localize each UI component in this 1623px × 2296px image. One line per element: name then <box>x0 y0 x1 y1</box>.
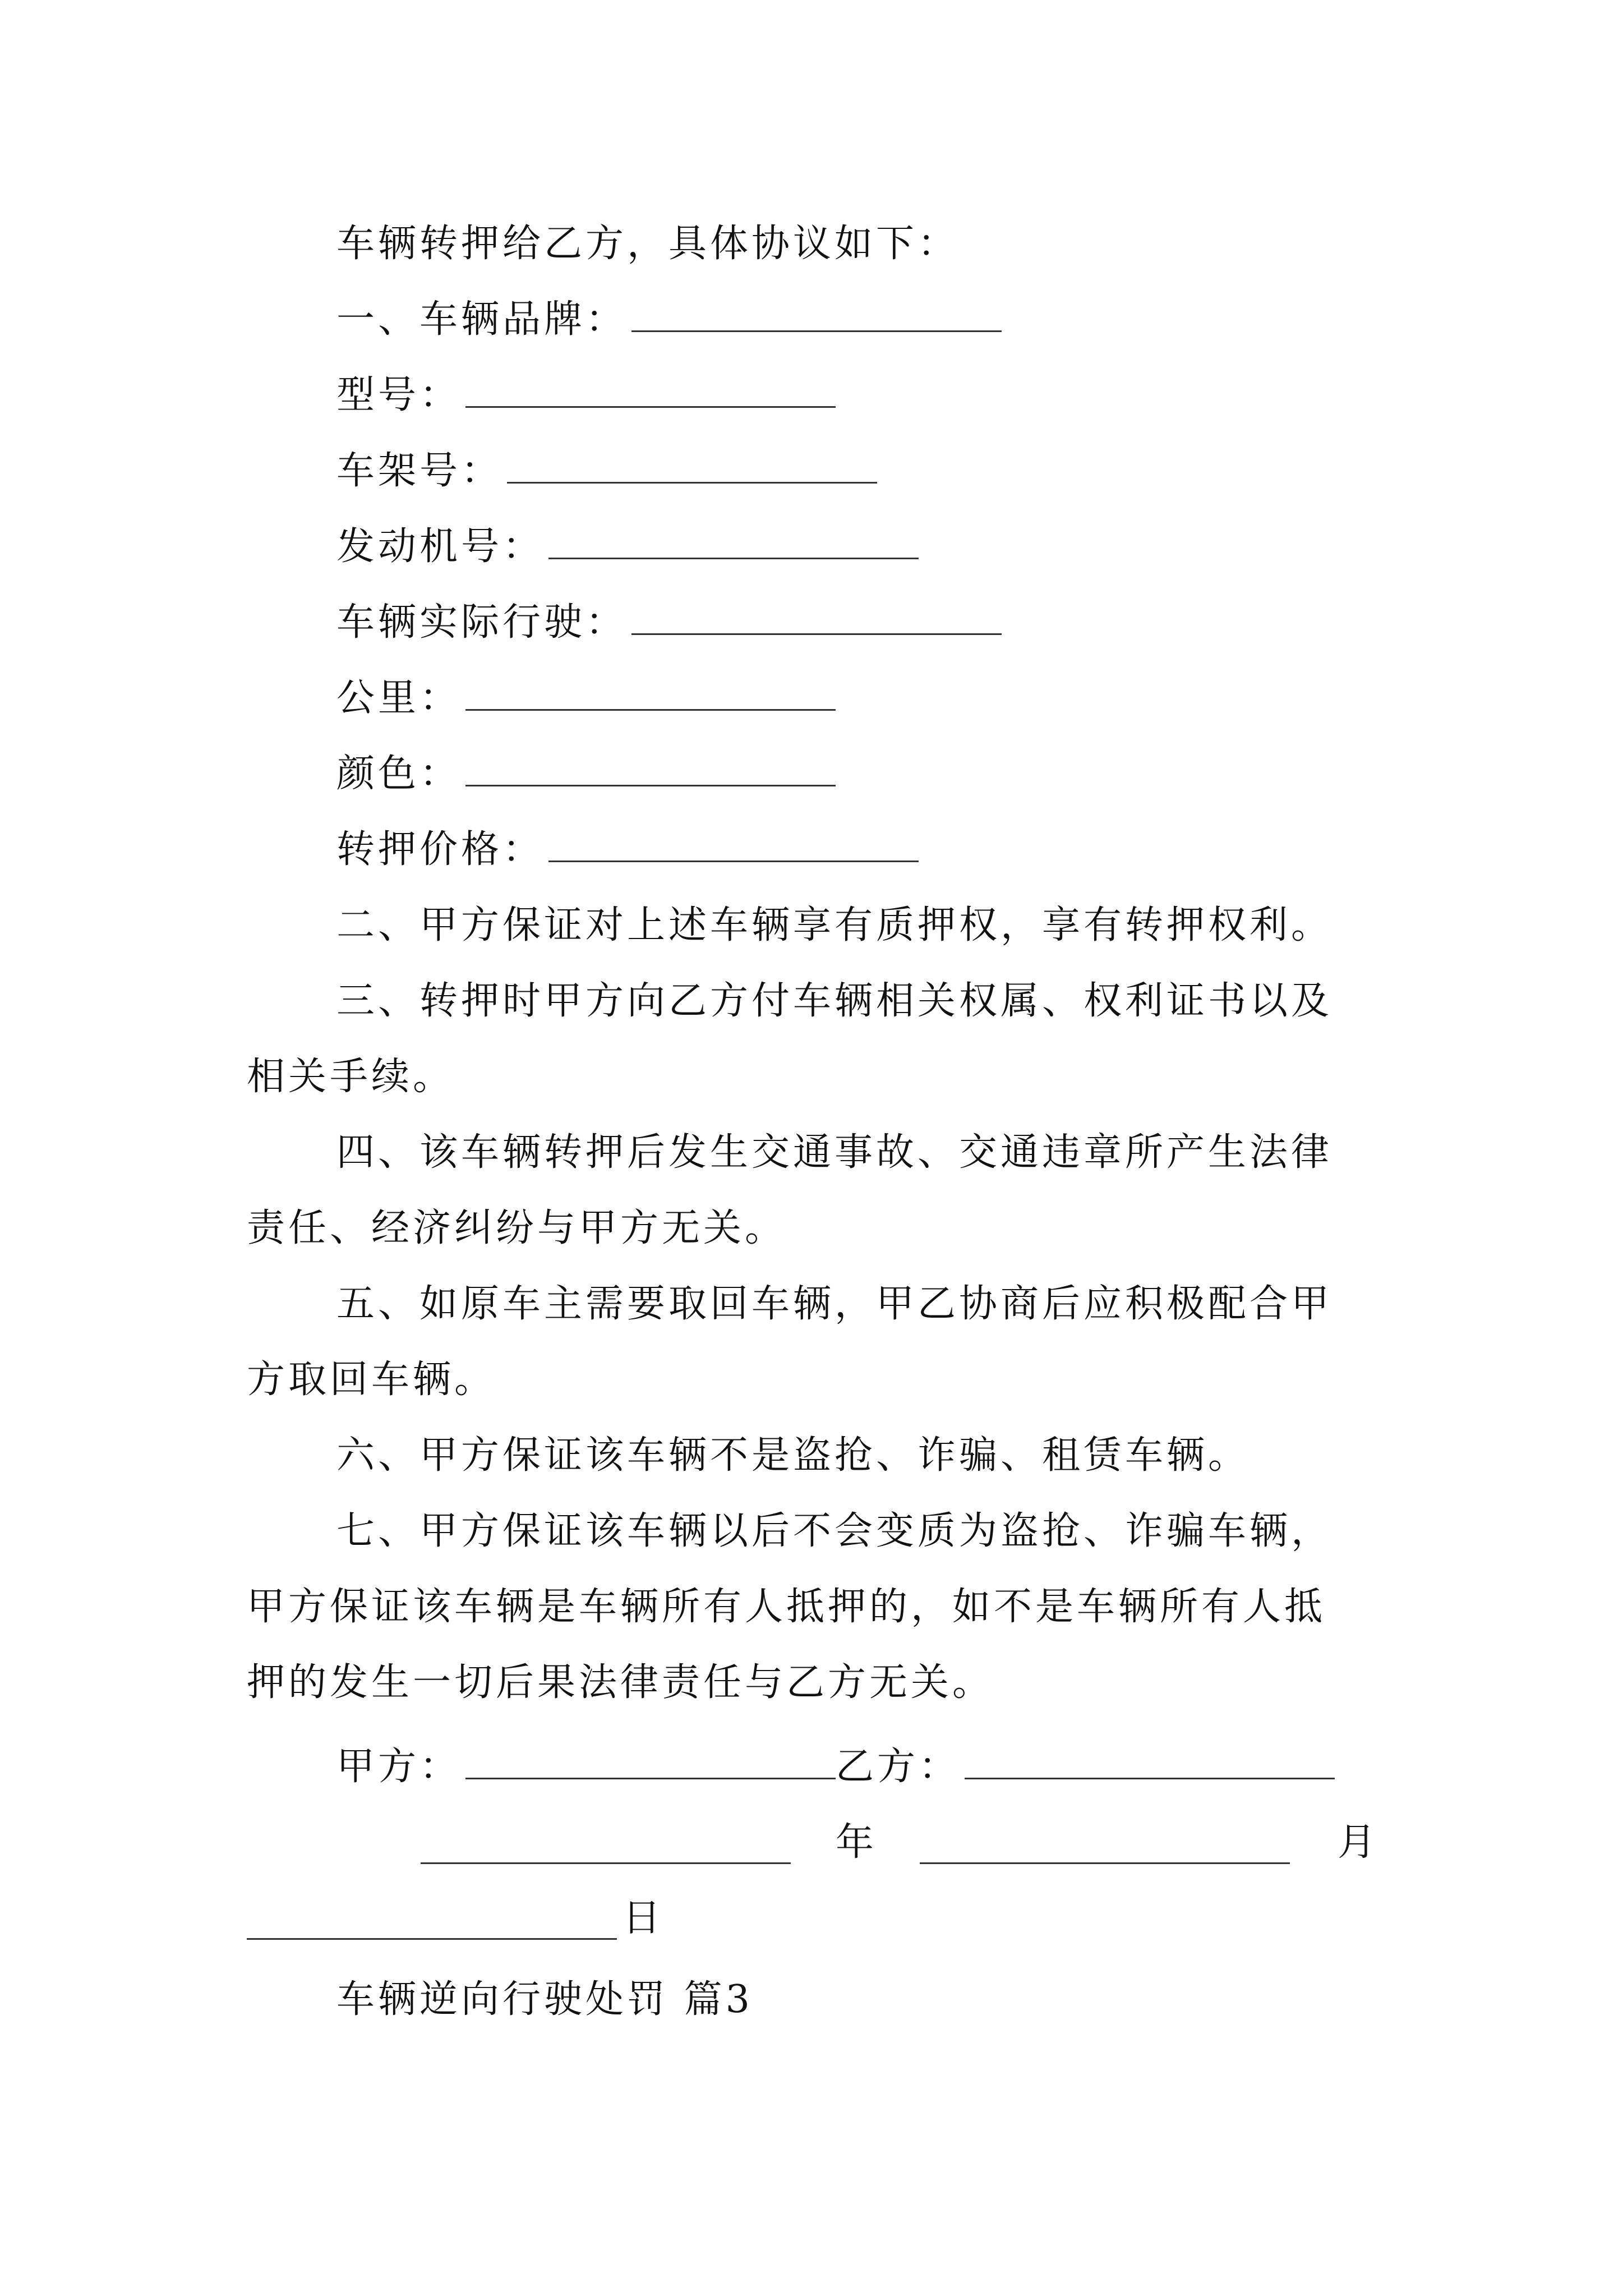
intro-text: 车辆转押给乙方，具体协议如下： <box>336 222 960 266</box>
field-price <box>336 825 919 875</box>
clause-4-line-1: 四、该车辆转押后发生交通事故、交通违章所产生法律 <box>336 1130 1333 1175</box>
field-vin-label: 车架号： <box>336 449 503 493</box>
year-blank <box>421 1829 791 1864</box>
signature-parties <box>336 1742 1335 1792</box>
clause-2: 二、甲方保证对上述车辆享有质押权，享有转押权利。 <box>336 903 1333 947</box>
month-blank <box>920 1829 1290 1864</box>
year-label: 年 <box>836 1820 878 1865</box>
clause-6: 六、甲方保证该车辆不是盗抢、诈骗、租赁车辆。 <box>336 1433 1250 1478</box>
clause-7-line-1: 七、甲方保证该车辆以后不会变质为盗抢、诈骗车辆， <box>336 1509 1333 1553</box>
clause-7-line-2: 甲方保证该车辆是车辆所有人抵押的，如不是车辆所有人抵 <box>247 1585 1326 1629</box>
field-model-blank <box>465 372 836 408</box>
month-label: 月 <box>1338 1820 1380 1865</box>
party-a-label: 甲方： <box>336 1745 462 1789</box>
party-b-label: 乙方： <box>836 1745 961 1789</box>
day-blank <box>247 1904 617 1940</box>
clause-7-line-3: 押的发生一切后果法律责任与乙方无关。 <box>247 1660 994 1705</box>
field-price-blank <box>548 827 919 862</box>
field-color-blank <box>465 751 836 786</box>
field-brand <box>336 295 1002 345</box>
party-b-blank <box>965 1744 1335 1779</box>
field-model-label: 型号： <box>336 373 462 417</box>
field-km <box>336 673 836 724</box>
field-mileage-blank <box>631 600 1002 635</box>
field-engine-blank <box>548 524 919 559</box>
field-engine <box>336 522 919 572</box>
field-vin <box>336 446 877 496</box>
field-engine-label: 发动机号： <box>336 524 545 569</box>
party-a-blank <box>465 1744 836 1779</box>
field-brand-label: 一、车辆品牌： <box>336 297 628 342</box>
field-km-label: 公里： <box>336 676 462 720</box>
field-color-label: 颜色： <box>336 752 462 796</box>
field-model <box>336 370 836 421</box>
day-label: 日 <box>623 1896 665 1940</box>
clause-5-line-1: 五、如原车主需要取回车辆，甲乙协商后应积极配合甲 <box>336 1282 1333 1326</box>
clause-5-line-2: 方取回车辆。 <box>247 1358 496 1402</box>
field-color <box>336 749 836 799</box>
field-price-label: 转押价格： <box>336 827 545 872</box>
clause-4-line-2: 责任、经济纠纷与甲方无关。 <box>247 1206 787 1250</box>
clause-3-line-1: 三、转押时甲方向乙方付车辆相关权属、权利证书以及 <box>336 979 1333 1023</box>
clause-3-line-2: 相关手续。 <box>247 1055 455 1099</box>
field-mileage-label: 车辆实际行驶： <box>336 600 628 645</box>
field-mileage <box>336 597 1002 648</box>
field-vin-blank <box>507 448 877 484</box>
field-brand-blank <box>631 297 1002 332</box>
next-section-heading: 车辆逆向行驶处罚 篇3 <box>336 1977 753 2022</box>
field-km-blank <box>465 675 836 711</box>
